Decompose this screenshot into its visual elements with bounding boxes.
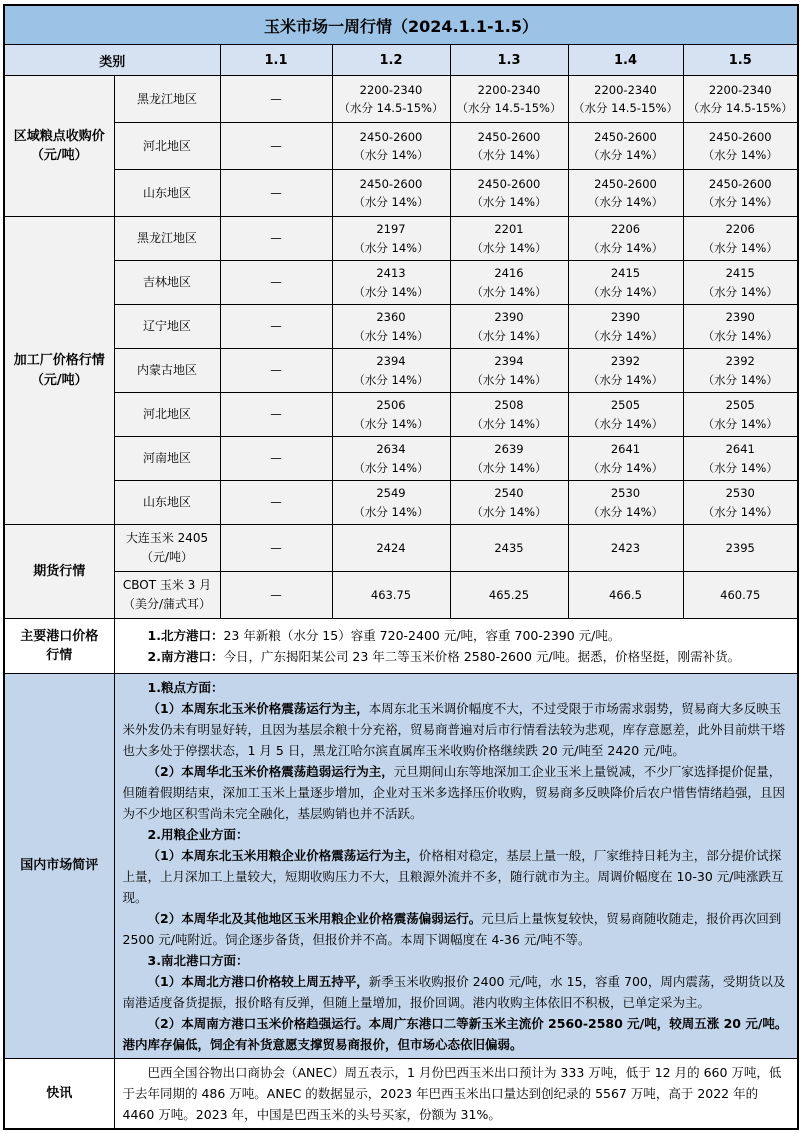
- price-cell: [332, 525, 450, 572]
- price-cell-line: 2423: [610, 540, 641, 555]
- price-cell-line: （水分 14%）: [702, 460, 778, 475]
- review-paragraph: [123, 698, 790, 761]
- text-segment-bold: （1）本周东北玉米价格震荡运行为主，: [147, 701, 369, 716]
- price-cell: [450, 393, 568, 437]
- price-cell: [220, 305, 332, 349]
- review-paragraph: [123, 845, 790, 908]
- region-label-line: 黑龙江地区: [136, 91, 197, 106]
- price-cell-line: 2634: [376, 442, 406, 457]
- price-cell: [332, 217, 450, 261]
- price-cell-line: （水分 14%）: [702, 328, 778, 343]
- price-cell-line: 2200-2340: [708, 82, 772, 97]
- price-cell: [568, 572, 683, 619]
- price-cell-line: （水分 14%）: [353, 148, 429, 162]
- text-segment-bold: （2）本周华北玉米价格震荡趋弱运行为主，: [147, 764, 394, 779]
- region-label-line: 黑龙江地区: [136, 231, 197, 246]
- section-label-line: （元/吨）: [30, 372, 88, 388]
- price-cell-line: （水分 14%）: [587, 372, 664, 387]
- col-header-date-5: 1.5: [683, 45, 798, 76]
- price-cell: [568, 76, 683, 123]
- price-cell: [450, 437, 568, 481]
- price-cell: [683, 217, 798, 261]
- table-row: [4, 305, 798, 349]
- price-cell: [568, 349, 683, 393]
- price-cell: [568, 123, 683, 170]
- price-cell: [683, 393, 798, 437]
- price-cell-line: （水分 14%）: [353, 460, 429, 475]
- price-cell-line: （水分 14.5-15%）: [573, 101, 678, 115]
- price-cell-line: （水分 14%）: [471, 284, 547, 299]
- price-cell: [332, 437, 450, 481]
- table-row: [4, 261, 798, 305]
- review-paragraph: [123, 950, 790, 971]
- price-cell-line: （水分 14%）: [587, 416, 664, 431]
- price-cell-line: （水分 14%）: [471, 195, 547, 209]
- price-cell-line: （水分 14%）: [353, 240, 429, 255]
- price-cell: [568, 481, 683, 525]
- region-cell: [114, 393, 220, 437]
- price-cell-line: 2413: [376, 266, 406, 281]
- price-cell-line: 2506: [376, 398, 406, 413]
- price-cell-line: 2450-2600: [708, 129, 772, 144]
- price-cell-line: （水分 14%）: [587, 148, 664, 162]
- text-segment: 本周东北玉米调价幅度不大，不过受限于市场需求弱势，贸易商大多反映玉米外发仍未有明显好转，且因为基层余粮十分充裕，贸易商普遍对后市行情看法较为悲观，库存意愿差，此外目前烘干塔也大多处于停摆状态，1 月 5 日，黑龙江哈尔滨直属库玉米收购价格继续跌 20 元/吨至 2420 元/吨。: [122, 701, 786, 758]
- price-cell-line: （水分 14%）: [353, 195, 429, 209]
- col-header-date-3: 1.3: [450, 45, 568, 76]
- price-cell: [450, 572, 568, 619]
- text-segment: 今日，广东揭阳某公司 23 年二等玉米价格 2580-2600 元/吨。据悉，价格坚挺，刚需补货。: [223, 649, 741, 664]
- table-row: [4, 217, 798, 261]
- price-cell: [450, 217, 568, 261]
- text-segment-bold: （2）本周南方港口玉米价格趋强运行。本周广东港口二等新玉米主流价 2560-2580 元/吨，较周五涨 20 元/吨。港内库存偏低，饲企有补货意愿支撑贸易商报价，但市场心态依旧偏弱。: [122, 1016, 788, 1052]
- price-cell-line: （水分 14%）: [353, 328, 429, 343]
- price-cell-line: 2200-2340: [359, 82, 423, 97]
- price-cell-line: （水分 14%）: [471, 148, 547, 162]
- price-cell-line: （水分 14.5-15%）: [338, 101, 444, 115]
- price-cell-line: 2549: [376, 486, 406, 501]
- price-cell: [332, 393, 450, 437]
- review-paragraph: [123, 1013, 790, 1055]
- table-row: [4, 123, 798, 170]
- region-label-line: 内蒙古地区: [136, 363, 197, 378]
- price-cell-line: （水分 14%）: [702, 372, 778, 387]
- price-cell-line: 2394: [376, 354, 406, 369]
- price-cell-line: （水分 14%）: [702, 284, 778, 299]
- col-header-date-4: 1.4: [568, 45, 683, 76]
- price-cell: [568, 525, 683, 572]
- price-cell-line: （水分 14%）: [353, 416, 429, 431]
- price-cell-line: 2450-2600: [594, 129, 657, 144]
- section-label: [4, 674, 114, 1059]
- price-cell-line: 2505: [725, 398, 755, 413]
- review-paragraph: [123, 824, 790, 845]
- section-label-line: （元/吨）: [30, 148, 88, 163]
- price-cell-line: 2390: [494, 310, 524, 325]
- text-segment: 23 年新粮（水分 15）容重 720-2400 元/吨，容重 700-2390 元/吨。: [223, 628, 621, 643]
- text-segment: 巴西全国谷物出口商协会（ANEC）周五表示，1 月份巴西玉米出口预计为 333 万吨，低于 12 月的 660 万吨，低于去年同期的 486 万吨。ANEC 的数据显示，2023 年巴西玉米出口量达到创纪录的 5567 万吨，高于 2022 年的 4460 万吨。2023 年，中国是巴西玉米的头号买家，份额为 31%。: [122, 1065, 782, 1122]
- review-paragraph: [123, 761, 790, 824]
- price-cell-line: 2206: [610, 222, 641, 237]
- corn-market-table: [3, 4, 799, 1130]
- table-row: [4, 525, 798, 572]
- price-cell-line: 2200-2340: [477, 82, 541, 97]
- table-row: [4, 349, 798, 393]
- price-cell-line: 2395: [725, 540, 755, 555]
- region-label-line: 山东地区: [142, 185, 191, 200]
- text-segment-bold: 1.北方港口：: [147, 628, 224, 643]
- page-title: 玉米市场一周行情（2024.1.1-1.5）: [4, 5, 798, 45]
- region-label-line: （美分/蒲式耳）: [122, 597, 212, 611]
- price-cell-line: 460.75: [720, 587, 761, 602]
- price-cell-line: 2450-2600: [708, 176, 772, 191]
- region-label-line: 河南地区: [142, 451, 191, 466]
- section-label-line: 行情: [46, 648, 73, 663]
- region-cell: [114, 525, 220, 572]
- price-cell: [450, 76, 568, 123]
- section-label: [4, 1059, 114, 1130]
- title-row: [4, 5, 798, 45]
- price-cell-line: （水分 14%）: [702, 195, 778, 209]
- price-cell-line: 2450-2600: [477, 129, 541, 144]
- section-label-line: 国内市场简评: [20, 858, 99, 874]
- price-cell: [683, 525, 798, 572]
- price-cell-line: 2390: [725, 310, 755, 325]
- region-cell: [114, 217, 220, 261]
- text-segment: 价格相对稳定，基层上量一般，厂家维持日耗为主，部分提价试探上量，上月深加工上量较大，短期收购压力不大，且粮源外流并不多，随行就市为主。周调价幅度在 10-30 元/吨涨跌互现。: [122, 848, 784, 905]
- price-cell: [568, 393, 683, 437]
- price-cell: [450, 261, 568, 305]
- price-cell: [332, 170, 450, 217]
- table-row: [4, 572, 798, 619]
- price-cell-line: （水分 14%）: [471, 460, 547, 475]
- price-cell: [332, 572, 450, 619]
- price-cell: [568, 261, 683, 305]
- table-row: [4, 393, 798, 437]
- text-segment: 元旦期间山东等地深加工企业玉米上量锐减，不少厂家选择提价促量，但随着假期结束，深加工玉米上量逐步增加，企业对玉米多选择压价收购，贸易商多反映降价后农户惜售情绪趋强，且因为不少地区积雪尚未完全融化，基层购销也并不活跃。: [122, 764, 786, 821]
- price-cell-line: 2415: [725, 266, 755, 281]
- section-label: [4, 525, 114, 619]
- text-segment-bold: 2.用粮企业方面：: [147, 827, 249, 842]
- section-label: [4, 76, 114, 217]
- review-content: [114, 674, 798, 1059]
- price-cell: [450, 525, 568, 572]
- news-paragraph: [123, 1062, 790, 1125]
- price-cell-line: 2390: [610, 310, 641, 325]
- price-cell-line: 2450-2600: [359, 176, 423, 191]
- price-cell-line: —: [270, 540, 282, 555]
- price-cell: [220, 525, 332, 572]
- price-cell-line: 2450-2600: [359, 129, 423, 144]
- price-cell-line: （水分 14%）: [587, 460, 664, 475]
- region-cell: [114, 261, 220, 305]
- price-cell: [220, 217, 332, 261]
- price-cell: [220, 349, 332, 393]
- price-cell: [683, 349, 798, 393]
- ports-paragraph: [123, 646, 790, 667]
- price-cell: [332, 76, 450, 123]
- region-label-line: 河北地区: [142, 407, 191, 422]
- price-cell-line: 463.75: [370, 587, 412, 602]
- price-cell-line: 465.25: [488, 587, 530, 602]
- price-cell-line: 2201: [494, 222, 524, 237]
- region-cell: [114, 349, 220, 393]
- section-label-line: 加工厂价格行情: [13, 353, 105, 368]
- price-cell-line: （水分 14%）: [587, 328, 664, 343]
- price-cell: [332, 349, 450, 393]
- price-cell-line: （水分 14%）: [353, 372, 429, 387]
- price-cell-line: 2508: [494, 398, 524, 413]
- price-cell-line: 2540: [494, 486, 524, 501]
- price-cell-line: 2416: [494, 266, 524, 281]
- price-cell: [683, 76, 798, 123]
- region-label-line: 大连玉米 2405: [125, 531, 209, 546]
- region-label-line: CBOT 玉米 3 月: [122, 578, 212, 593]
- price-cell-line: 2197: [376, 222, 406, 237]
- price-cell: [683, 437, 798, 481]
- price-cell-line: —: [270, 91, 282, 106]
- ports-paragraph: [123, 625, 790, 646]
- price-cell: [332, 261, 450, 305]
- price-cell-line: （水分 14%）: [702, 416, 778, 431]
- section-label-line: 快讯: [46, 1085, 73, 1101]
- price-cell-line: （水分 14%）: [702, 148, 778, 162]
- price-cell-line: 2206: [725, 222, 755, 237]
- price-cell-line: （水分 14%）: [471, 416, 547, 431]
- review-paragraph: [123, 677, 790, 698]
- region-label-line: 河北地区: [142, 138, 191, 153]
- price-cell-line: （水分 14%）: [587, 504, 664, 519]
- price-cell-line: 2530: [725, 486, 755, 501]
- table-row: [4, 481, 798, 525]
- price-cell-line: 2394: [494, 354, 524, 369]
- price-cell-line: （水分 14%）: [471, 504, 547, 519]
- section-label-line: 区域粮点收购价: [13, 128, 105, 144]
- price-cell-line: 2530: [610, 486, 641, 501]
- price-cell: [568, 437, 683, 481]
- price-cell-line: —: [270, 275, 282, 290]
- table-row: [4, 76, 798, 123]
- price-cell: [683, 572, 798, 619]
- price-cell-line: 2360: [376, 310, 406, 325]
- review-row: [4, 674, 798, 1059]
- price-cell: [683, 481, 798, 525]
- price-cell: [332, 481, 450, 525]
- section-label: [4, 619, 114, 674]
- price-cell-line: （水分 14%）: [587, 240, 664, 255]
- price-cell: [220, 123, 332, 170]
- section-label: [4, 217, 114, 525]
- price-cell-line: 2435: [494, 540, 524, 555]
- price-cell: [450, 123, 568, 170]
- price-cell: [450, 305, 568, 349]
- price-cell: [220, 393, 332, 437]
- price-cell-line: （水分 14%）: [587, 284, 664, 299]
- price-cell-line: （水分 14%）: [471, 240, 547, 255]
- region-cell: [114, 305, 220, 349]
- price-cell: [450, 349, 568, 393]
- section-label-line: 期货行情: [33, 563, 86, 579]
- price-cell-line: （水分 14%）: [353, 504, 429, 519]
- price-cell-line: 2200-2340: [594, 82, 657, 97]
- price-cell: [568, 170, 683, 217]
- region-label-line: 山东地区: [142, 495, 191, 510]
- price-cell: [220, 572, 332, 619]
- price-cell-line: （水分 14.5-15%）: [687, 101, 793, 115]
- text-segment-bold: （1）本周东北玉米用粮企业价格震荡运行为主，: [147, 848, 419, 863]
- ports-content: [114, 619, 798, 674]
- price-cell-line: —: [270, 587, 282, 602]
- col-header-date-1: 1.1: [220, 45, 332, 76]
- region-cell: [114, 170, 220, 217]
- price-cell-line: 2415: [610, 266, 641, 281]
- col-header-category: 类别: [4, 45, 220, 76]
- price-cell: [332, 305, 450, 349]
- price-cell-line: （水分 14.5-15%）: [456, 101, 562, 115]
- price-cell-line: （水分 14%）: [471, 372, 547, 387]
- price-cell: [568, 217, 683, 261]
- column-header-row: [4, 45, 798, 76]
- price-cell-line: （水分 14%）: [587, 195, 664, 209]
- region-label-line: （元/吨）: [140, 550, 194, 564]
- ports-row: [4, 619, 798, 674]
- price-cell: [450, 170, 568, 217]
- price-cell-line: —: [270, 138, 282, 153]
- price-cell-line: （水分 14%）: [471, 328, 547, 343]
- price-cell-line: —: [270, 319, 282, 334]
- table-row: [4, 170, 798, 217]
- news-content: [114, 1059, 798, 1130]
- price-cell: [220, 437, 332, 481]
- price-cell-line: —: [270, 495, 282, 510]
- price-cell-line: 466.5: [609, 587, 642, 602]
- price-cell-line: （水分 14%）: [353, 284, 429, 299]
- text-segment: 元旦后上量恢复较快，贸易商随收随走，报价再次回到 2500 元/吨附近。饲企逐步备货，但报价并不高。本周下调幅度在 4-36 元/吨不等。: [122, 911, 782, 947]
- region-cell: [114, 76, 220, 123]
- price-cell: [683, 123, 798, 170]
- table-row: [4, 437, 798, 481]
- price-cell-line: —: [270, 231, 282, 246]
- section-label-line: 主要港口价格: [20, 628, 99, 644]
- text-segment-bold: 2.南方港口：: [147, 649, 224, 664]
- region-cell: [114, 123, 220, 170]
- price-cell-line: 2392: [725, 354, 755, 369]
- price-cell: [220, 76, 332, 123]
- price-cell: [220, 481, 332, 525]
- region-cell: [114, 572, 220, 619]
- review-paragraph: [123, 971, 790, 1013]
- price-cell-line: —: [270, 363, 282, 378]
- price-cell: [220, 261, 332, 305]
- price-cell-line: —: [270, 185, 282, 200]
- region-cell: [114, 437, 220, 481]
- price-cell: [332, 123, 450, 170]
- text-segment-bold: 3.南北港口方面：: [147, 953, 249, 968]
- text-segment-bold: （2）本周华北及其他地区玉米用粮企业价格震荡偏弱运行。: [147, 911, 482, 926]
- region-cell: [114, 481, 220, 525]
- price-cell-line: 2639: [494, 442, 524, 457]
- price-cell: [450, 481, 568, 525]
- text-segment-bold: 1.粮点方面：: [147, 680, 224, 695]
- price-cell-line: 2392: [610, 354, 641, 369]
- price-cell-line: （水分 14%）: [702, 504, 778, 519]
- region-label-line: 吉林地区: [142, 275, 191, 290]
- price-cell: [568, 305, 683, 349]
- price-cell: [683, 170, 798, 217]
- price-cell: [683, 305, 798, 349]
- price-cell-line: 2641: [725, 442, 755, 457]
- news-row: [4, 1059, 798, 1130]
- price-cell-line: —: [270, 451, 282, 466]
- price-cell-line: 2450-2600: [594, 176, 657, 191]
- text-segment-bold: （1）本周北方港口价格较上周五持平，: [147, 974, 369, 989]
- price-cell-line: —: [270, 407, 282, 422]
- region-label-line: 辽宁地区: [142, 319, 191, 334]
- review-paragraph: [123, 908, 790, 950]
- price-cell: [220, 170, 332, 217]
- price-cell-line: 2641: [610, 442, 641, 457]
- price-cell-line: （水分 14%）: [702, 240, 778, 255]
- price-cell-line: 2450-2600: [477, 176, 541, 191]
- price-cell: [683, 261, 798, 305]
- price-cell-line: 2424: [376, 540, 406, 555]
- col-header-date-2: 1.2: [332, 45, 450, 76]
- price-cell-line: 2505: [610, 398, 641, 413]
- text-segment: 新季玉米收购报价 2400 元/吨，水 15，容重 700，周内震荡，受期货以及南港适度备货提振，报价略有反弹，但随上量增加，报价回调。港内收购主体依旧不积极，已单定采为主。: [122, 974, 786, 1010]
